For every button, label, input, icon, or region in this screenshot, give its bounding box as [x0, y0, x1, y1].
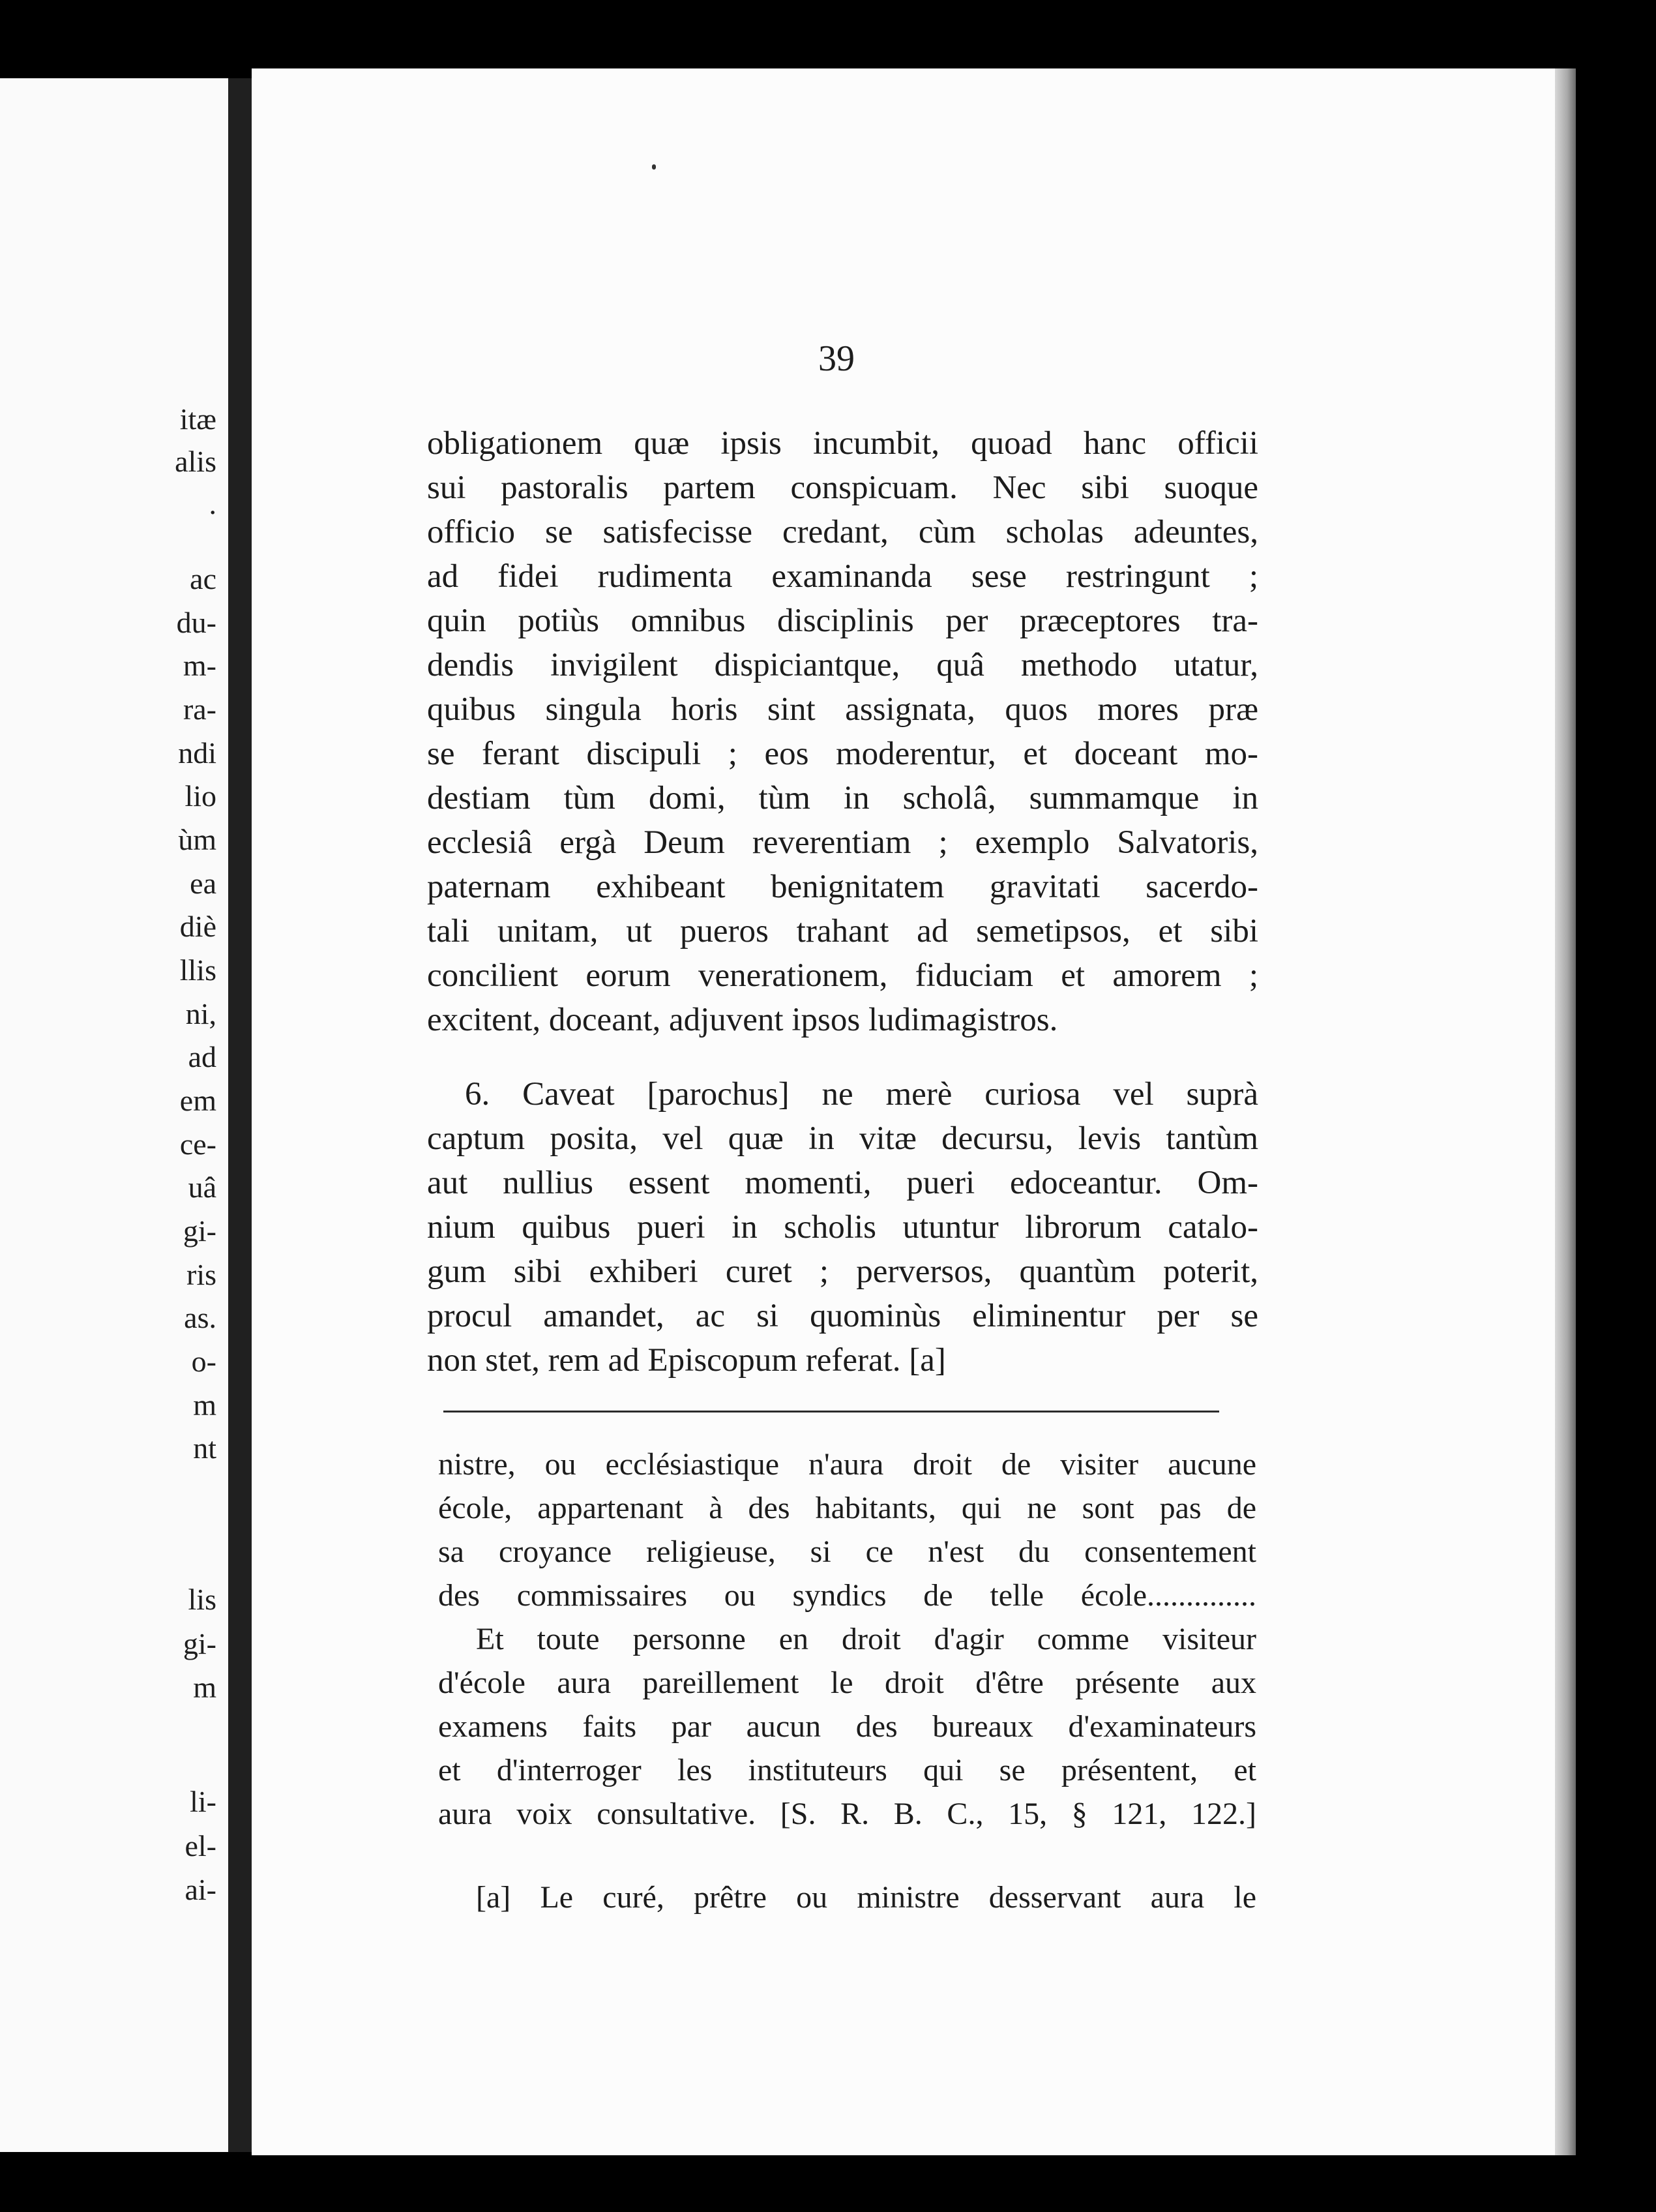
left-fragment: ris	[186, 1258, 216, 1291]
text-line: paternam exhibeant benignitatem gravitati sacerdo-	[427, 869, 1258, 905]
left-fragment: alis	[175, 445, 216, 478]
left-fragment: llis	[179, 953, 216, 987]
left-fragment: ad	[188, 1040, 216, 1073]
left-fragment: itæ	[179, 402, 216, 436]
book-spine-shadow	[228, 78, 252, 2152]
footnote-line: école, appartenant à des habitants, qui ne sont pas de	[438, 1491, 1256, 1525]
text-line: concilient eorum venerationem, fiduciam et amorem ;	[427, 957, 1258, 994]
left-fragment: diè	[179, 910, 216, 943]
left-fragment: m-	[183, 649, 216, 682]
left-fragment: lio	[185, 779, 216, 813]
text-line: aut nullius essent momenti, pueri edoceantur. Om-	[427, 1165, 1258, 1201]
left-fragment: ac	[190, 562, 216, 595]
left-fragment: ra-	[183, 693, 216, 726]
left-fragment: m	[193, 1671, 216, 1704]
text-line: sui pastoralis partem conspicuam. Nec sibi suoque	[427, 470, 1258, 506]
footnote-continued	[438, 1442, 1256, 1836]
footnote-line: examens faits par aucun des bureaux d'examinateurs	[438, 1709, 1256, 1744]
main-paragraph-2	[427, 1072, 1258, 1382]
left-fragment: as.	[184, 1301, 216, 1334]
left-fragment: ndi	[178, 736, 216, 770]
text-line: non stet, rem ad Episcopum referat. [a]	[427, 1342, 946, 1379]
footnote-line: Et toute personne en droit d'agir comme visiteur	[476, 1622, 1256, 1656]
left-fragment: el-	[185, 1829, 216, 1862]
text-line: dendis invigilent dispiciantque, quâ methodo utatur,	[427, 647, 1258, 683]
text-line: ecclesiâ ergà Deum reverentiam ; exemplo Salvatoris,	[427, 824, 1258, 861]
text-line: quibus singula horis sint assignata, quos mores præ	[427, 691, 1258, 728]
left-fragment: du-	[176, 606, 216, 639]
footnote-line: [a] Le curé, prêtre ou ministre desservant aura le	[476, 1880, 1256, 1915]
left-fragment: uâ	[188, 1171, 216, 1204]
footnote-a	[438, 1876, 1256, 1919]
text-line: officio se satisfecisse credant, cùm scholas adeuntes,	[427, 514, 1258, 550]
left-fragment: m	[193, 1388, 216, 1422]
footnote-line: des commissaires ou syndics de telle école..............	[438, 1578, 1256, 1613]
text-line: gum sibi exhiberi curet ; perversos, quantùm poterit,	[427, 1253, 1258, 1290]
footnote-line: nistre, ou ecclésiastique n'aura droit de visiter aucune	[438, 1447, 1256, 1482]
text-line: captum posita, vel quæ in vitæ decursu, levis tantùm	[427, 1120, 1258, 1157]
footnote-line: aura voix consultative. [S. R. B. C., 15, § 121, 122.]	[438, 1797, 1256, 1831]
text-line: 6. Caveat [parochus] ne merè curiosa vel suprà	[465, 1076, 1258, 1113]
footnote-separator	[443, 1411, 1219, 1412]
text-line: tali unitam, ut pueros trahant ad semetipsos, et sibi	[427, 913, 1258, 949]
footnote-line: et d'interroger les instituteurs qui se présentent, et	[438, 1753, 1256, 1787]
left-page-fragment	[0, 78, 228, 2152]
text-line: procul amandet, ac si quominùs eliminentur per se	[427, 1298, 1258, 1334]
left-fragment: gi-	[183, 1214, 216, 1248]
footnote-line: sa croyance religieuse, si ce n'est du consentement	[438, 1534, 1256, 1569]
page-number: 39	[818, 338, 855, 379]
left-fragment: em	[179, 1084, 216, 1117]
print-speck	[652, 164, 656, 170]
page-edge-shadow	[1555, 68, 1576, 2155]
text-line: ad fidei rudimenta examinanda sese restringunt ;	[427, 558, 1258, 595]
left-fragment: ai-	[185, 1873, 216, 1906]
left-fragment: lis	[188, 1583, 216, 1616]
text-line: obligationem quæ ipsis incumbit, quoad hanc officii	[427, 425, 1258, 462]
left-fragment: li-	[190, 1785, 216, 1818]
footnote-line: d'école aura pareillement le droit d'être présente aux	[438, 1666, 1256, 1700]
left-fragment: ùm	[178, 823, 216, 856]
main-paragraph-1	[427, 421, 1258, 1042]
left-fragment: gi-	[183, 1627, 216, 1660]
text-line: nium quibus pueri in scholis utuntur librorum catalo-	[427, 1209, 1258, 1246]
left-fragment: ce-	[179, 1128, 216, 1161]
left-fragment: o-	[191, 1345, 216, 1378]
text-line: quin potiùs omnibus disciplinis per præceptores tra-	[427, 603, 1258, 639]
left-fragment: .	[209, 487, 216, 520]
text-line: se ferant discipuli ; eos moderentur, et doceant mo-	[427, 736, 1258, 772]
left-fragment: ea	[190, 867, 216, 900]
text-line: destiam tùm domi, tùm in scholâ, summamque in	[427, 780, 1258, 816]
left-fragment: ni,	[185, 997, 216, 1030]
text-line: excitent, doceant, adjuvent ipsos ludimagistros.	[427, 1002, 1058, 1038]
left-fragment: nt	[193, 1431, 216, 1465]
